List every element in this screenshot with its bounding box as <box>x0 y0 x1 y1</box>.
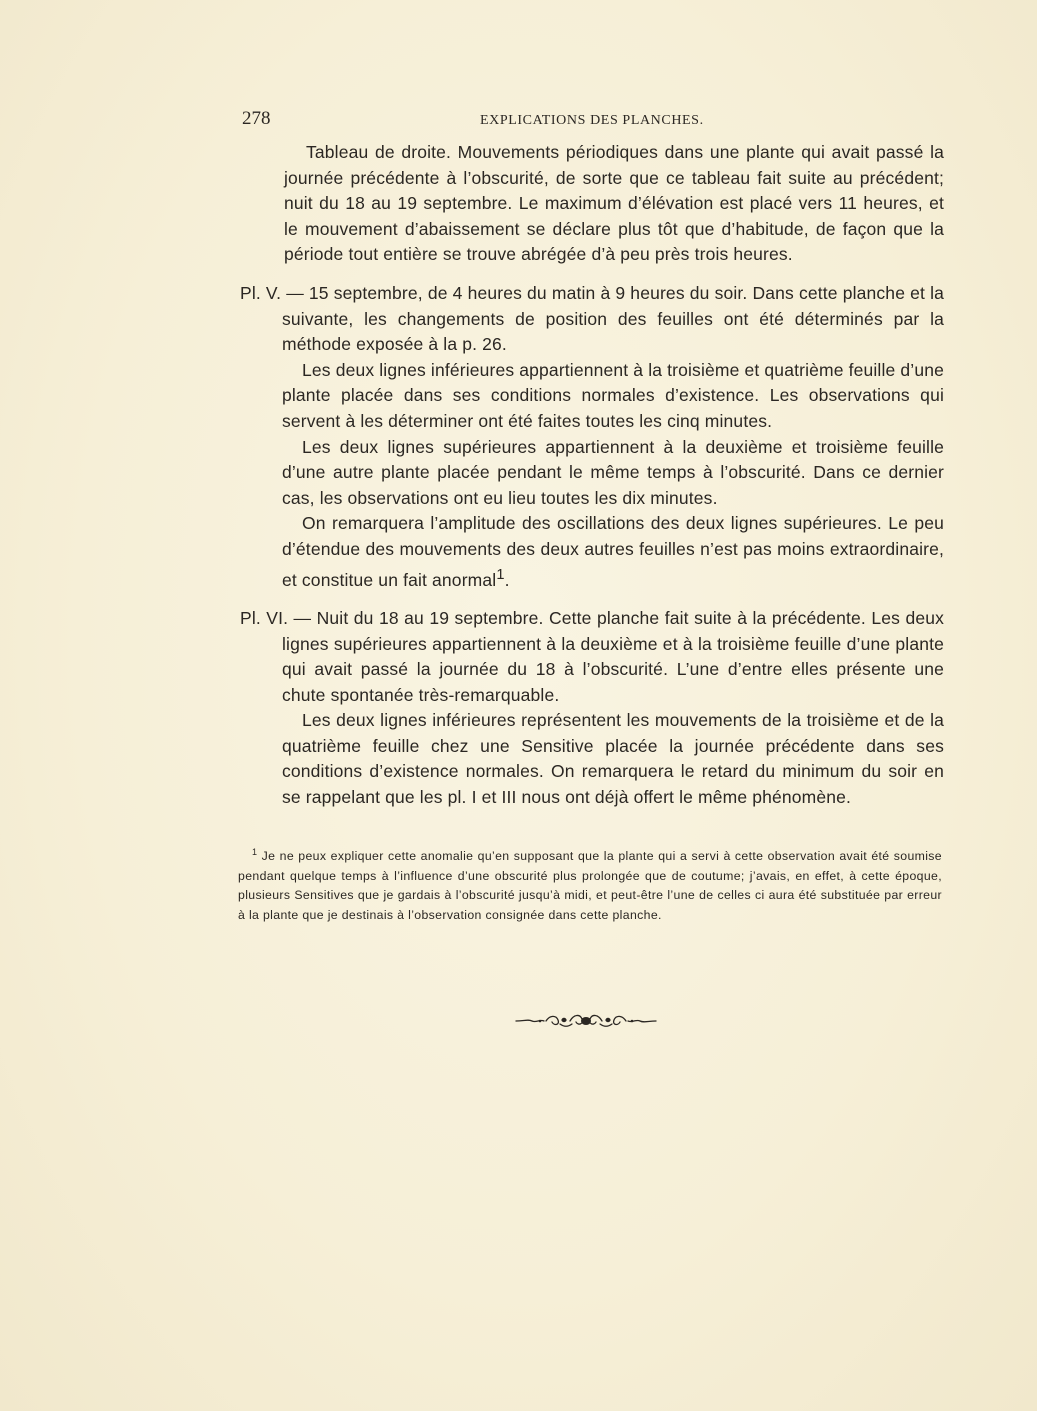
footnote <box>238 843 942 925</box>
fleuron-ornament-icon <box>514 1012 658 1030</box>
page-number: 278 <box>242 108 271 129</box>
paragraph-lower-lines-vi: Les deux lignes inférieures représentent les mouvements de la troisième et de la quatrième feuille chez une Sensitive placée la journée précédente dans ses conditions d’existence normales. On remarquera le retard du minimum du soir en se rappelant que les pl. I et III nous ont déjà offert le même phénomène. <box>282 710 944 808</box>
paragraph-gap <box>240 268 944 281</box>
paragraph-lower-lines-v: Les deux lignes inférieures appartiennent à la troisième et quatrième feuille d’une plante placée dans ses conditions normales d’existence. Les observations qui servent à les déterminer ont été faites toutes les cinq minutes. <box>282 359 944 431</box>
paragraph-tableau-droite: Tableau de droite. Mouvements périodiques dans une plante qui avait passé la journée précédente à l’obscurité, de sorte que ce tableau fait suite au précédent; nuit du 18 au 19 septembre. Le maximum d’élévation est placé vers 11 heures, et le mouvement d’abaissement se déclare plus tôt que d’habitude, de façon que la période tout entière se trouve abrégée d’à peu près trois heures. <box>284 142 944 265</box>
footnote-text: Je ne peux expliquer cette anomalie qu’en supposant que la plante qui a servi à cette observation avait été soumise pendant quelque temps à l’influence d’une obscurité plus prolongée que de coutume; j’avais, en effet, à cette époque, plusieurs Sensitives que je gardais à l’obscurité jusqu’à midi, et peut-être l’une de celles ci aura été substituée par erreur à la plante que je destinais à l’observation consignée dans cette planche. <box>238 849 942 922</box>
page-header <box>240 108 960 134</box>
running-head: EXPLICATIONS DES PLANCHES. <box>480 113 704 128</box>
footnote-reference[interactable]: 1 <box>496 566 505 583</box>
footnote-marker: 1 <box>252 847 258 857</box>
paragraph-amplitude-text: On remarquera l’amplitude des oscillations des deux lignes supérieures. Le peu d’étendue des mouvements des deux autres feuilles n’est pas moins extraordinaire, et constitue un fait anormal <box>282 513 944 590</box>
paragraph-gap <box>240 593 944 606</box>
paragraph-plate-v: Pl. V. — 15 septembre, de 4 heures du matin à 9 heures du soir. Dans cette planche et la suivante, les changements de position des feuilles ont été déterminés par la méthode exposée à la p. 26. <box>240 282 944 355</box>
paragraph-amplitude-end: . <box>504 569 510 590</box>
paragraph-plate-vi: Pl. VI. — Nuit du 18 au 19 septembre. Cette planche fait suite à la précédente. Les deux lignes supérieures appartiennent à la deuxième et à la troisième feuille d’une plante qui avait passé la journée du 18 à l’obscurité. L’une d’entre elles présente une chute spontanée très-remarquable. <box>240 607 944 705</box>
paragraph-upper-lines-v: Les deux lignes supérieures appartiennent à la deuxième et troisième feuille d’une autre plante placée pendant le même temps à l’obscurité. Dans ce dernier cas, les observations ont eu lieu toutes les dix minutes. <box>282 436 944 508</box>
paragraph-amplitude <box>240 511 944 593</box>
body-text <box>240 140 944 811</box>
